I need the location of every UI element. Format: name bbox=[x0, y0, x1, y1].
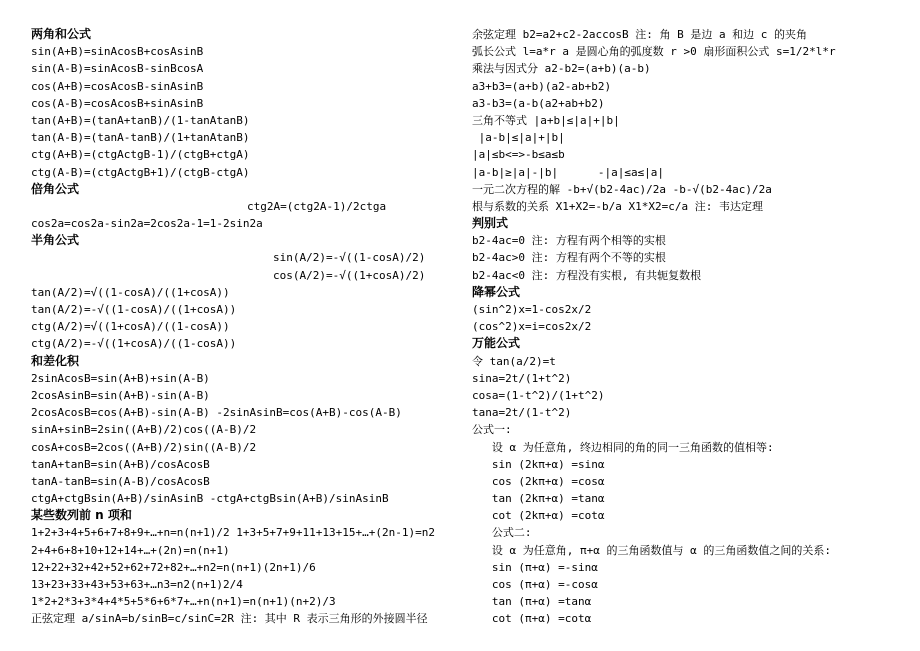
arc-length-line: 弧长公式 l=a*r a 是圆心角的弧度数 r >0 扇形面积公式 s=1/2*l*r bbox=[472, 45, 836, 59]
formula-line-pair bbox=[31, 198, 451, 215]
formula-line: sina=2t/(1+t^2) bbox=[472, 371, 572, 385]
formula-line: 12+22+32+42+52+62+72+82+…+n2=n(n+1)(2n+1)/6 bbox=[31, 560, 316, 574]
formula-line: tan(A/2)=√((1-cosA)/((1+cosA)) bbox=[31, 285, 230, 299]
formula-line: b2-4ac<0 注: 方程没有实根, 有共轭复数根 bbox=[472, 268, 702, 282]
formula-line: 1*2+2*3+3*4+4*5+5*6+6*7+…+n(n+1)=n(n+1)(n+2)/3 bbox=[31, 595, 336, 609]
formula-line: ctg(A-B)=(ctgActgB+1)/(ctgB-ctgA) bbox=[31, 165, 250, 179]
formula-line: |a|≤b<=>-b≤a≤b bbox=[472, 148, 565, 162]
formula-b: ctg2A=(ctg2A-1)/2ctga bbox=[247, 199, 387, 213]
heading-product-to-sum: 和差化积 bbox=[31, 353, 80, 368]
formula-line: 一元二次方程的解 -b+√(b2-4ac)/2a -b-√(b2-4ac)/2a bbox=[472, 182, 772, 196]
formula-line: cosa=(1-t^2)/(1+t^2) bbox=[472, 388, 605, 402]
formula-line: 公式一: bbox=[472, 423, 512, 437]
heading-universal-formula: 万能公式 bbox=[472, 336, 521, 351]
formula-line: tan(A-B)=(tanA-tanB)/(1+tanAtanB) bbox=[31, 131, 250, 145]
formula-line: a3-b3=(a-b(a2+ab+b2) bbox=[472, 96, 605, 110]
formula-line: 乘法与因式分 a2-b2=(a+b)(a-b) bbox=[472, 62, 651, 76]
heading-series-sum: 某些数列前 n 项和 bbox=[31, 508, 132, 523]
formula-line: 公式二: bbox=[472, 526, 532, 540]
formula-line: ctg(A/2)=-√((1+cosA)/((1-cosA)) bbox=[31, 337, 237, 351]
formula-line: 三角不等式 |a+b|≤|a|+|b| bbox=[472, 113, 620, 127]
formula-line: 设 α 为任意角, π+α 的三角函数值与 α 的三角函数值之间的关系: bbox=[472, 543, 831, 557]
formula-b: cos(A/2)=-√((1+cosA)/2) bbox=[273, 268, 426, 282]
heading-half-angle: 半角公式 bbox=[31, 233, 80, 248]
heading-double-angle: 倍角公式 bbox=[31, 181, 80, 196]
formula-line: 2+4+6+8+10+12+14+…+(2n)=n(n+1) bbox=[31, 543, 230, 557]
formula-line: cosA+cosB=2cos((A+B)/2)sin((A-B)/2 bbox=[31, 440, 257, 454]
formula-line: cos (2kπ+α) =cosα bbox=[472, 474, 605, 488]
right-column bbox=[472, 26, 912, 628]
formula-line: ctg(A+B)=(ctgActgB-1)/(ctgB+ctgA) bbox=[31, 148, 250, 162]
formula-line: tan (π+α) =tanα bbox=[472, 595, 592, 609]
formula-line: 令 tan(a/2)=t bbox=[472, 354, 556, 368]
formula-line: ctgA+ctgBsin(A+B)/sinAsinB -ctgA+ctgBsin(A+B)/sinAsinB bbox=[31, 492, 389, 506]
left-column bbox=[31, 26, 451, 628]
formula-line: b2-4ac>0 注: 方程有两个不等的实根 bbox=[472, 251, 666, 265]
formula-line: 13+23+33+43+53+63+…n3=n2(n+1)2/4 bbox=[31, 578, 243, 591]
formula-line: sin(A+B)=sinAcosB+cosAsinB bbox=[31, 45, 204, 59]
formula-line-pair bbox=[31, 249, 451, 266]
formula-line: 根与系数的关系 X1+X2=-b/a X1*X2=c/a 注: 韦达定理 bbox=[472, 199, 763, 213]
formula-line: 2cosAsinB=sin(A+B)-sin(A-B) bbox=[31, 388, 210, 402]
formula-line: tana=2t/(1-t^2) bbox=[472, 406, 572, 420]
formula-line: sinA+sinB=2sin((A+B)/2)cos((A-B)/2 bbox=[31, 423, 257, 437]
formula-line: cos2a=cos2a-sin2a=2cos2a-1=1-2sin2a bbox=[31, 217, 263, 231]
formula-line: b2-4ac=0 注: 方程有两个相等的实根 bbox=[472, 234, 666, 248]
formula-line: sin (2kπ+α) =sinα bbox=[472, 457, 605, 471]
formula-line: 1+2+3+4+5+6+7+8+9+…+n=n(n+1)/2 1+3+5+7+9+11+13+15+…+(2n-1)=n2 bbox=[31, 526, 435, 540]
law-of-cosines-line: 余弦定理 b2=a2+c2-2accosB 注: 角 B 是边 a 和边 c 的夹角 bbox=[472, 28, 808, 41]
formula-line: ctg(A/2)=√((1+cosA)/((1-cosA)) bbox=[31, 320, 230, 334]
heading-sum-formula: 两角和公式 bbox=[31, 27, 92, 41]
law-of-sines-line: 正弦定理 a/sinA=b/sinB=c/sinC=2R 注: 其中 R 表示三角形的外接圆半径 bbox=[31, 612, 428, 626]
formula-line: cot (2kπ+α) =cotα bbox=[472, 509, 605, 523]
formula-line: a3+b3=(a+b)(a2-ab+b2) bbox=[472, 79, 612, 93]
formula-line: 2cosAcosB=cos(A+B)-sin(A-B) -2sinAsinB=cos(A+B)-cos(A-B) bbox=[31, 406, 402, 420]
formula-line: cos (π+α) =-cosα bbox=[472, 578, 598, 591]
formula-line: tanA-tanB=sin(A-B)/cosAcosB bbox=[31, 474, 210, 488]
heading-power-reduction: 降幂公式 bbox=[472, 284, 521, 299]
formula-line: tan (2kπ+α) =tanα bbox=[472, 492, 605, 506]
formula-b: sin(A/2)=-√((1-cosA)/2) bbox=[273, 251, 426, 265]
formula-line: sin(A-B)=sinAcosB-sinBcosA bbox=[31, 62, 204, 76]
formula-line: |a-b|≥|a|-|b| -|a|≤a≤|a| bbox=[472, 165, 665, 179]
formula-line: (sin^2)x=1-cos2x/2 bbox=[472, 303, 592, 316]
formula-line: cot (π+α) =cotα bbox=[472, 612, 592, 626]
formula-line: cos(A-B)=cosAcosB+sinAsinB bbox=[31, 96, 204, 110]
formula-line: cos(A+B)=cosAcosB-sinAsinB bbox=[31, 79, 204, 93]
formula-line: tanA+tanB=sin(A+B)/cosAcosB bbox=[31, 457, 210, 471]
formula-line: tan(A/2)=-√((1-cosA)/((1+cosA)) bbox=[31, 303, 237, 316]
heading-discriminant: 判别式 bbox=[472, 216, 509, 231]
formula-line: 2sinAcosB=sin(A+B)+sin(A-B) bbox=[31, 371, 210, 385]
formula-line-pair bbox=[31, 267, 451, 284]
formula-line: 设 α 为任意角, 终边相同的角的同一三角函数的值相等: bbox=[472, 440, 774, 454]
formula-line: tan(A+B)=(tanA+tanB)/(1-tanAtanB) bbox=[31, 113, 250, 127]
formula-line: sin (π+α) =-sinα bbox=[472, 560, 598, 574]
formula-line: (cos^2)x=i=cos2x/2 bbox=[472, 320, 592, 334]
formula-line: |a-b|≤|a|+|b| bbox=[472, 131, 565, 145]
